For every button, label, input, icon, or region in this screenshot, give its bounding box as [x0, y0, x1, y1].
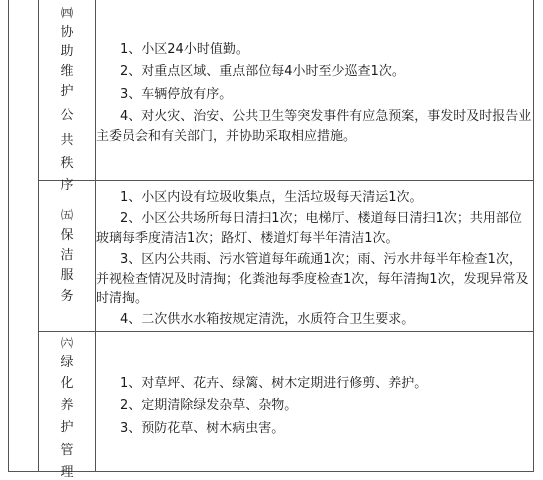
- category-char: 护: [60, 84, 74, 99]
- category-char: 化: [60, 376, 74, 391]
- section-number: ㈤: [60, 208, 73, 222]
- section-content-public-order: [96, 40, 533, 146]
- row-separator: [38, 180, 534, 181]
- left-outer-border: [8, 0, 9, 472]
- list-item: 1、小区内设有垃圾收集点，生活垃圾每天清运1次。: [120, 190, 423, 205]
- category-char: 管: [60, 443, 74, 458]
- category-char: 秩: [60, 156, 74, 171]
- list-item: 3、区内公共雨、污水管道每年疏通1次；雨、污水井每半年检查1次，并视检查情况及时清掏；化粪池每季度检查1次，每年清掏1次，发现异常及时清掏。: [96, 252, 529, 307]
- category-char: 维: [60, 64, 74, 79]
- list-item: 3、预防花草、树木病虫害。: [120, 420, 285, 436]
- row-separator: [38, 331, 534, 332]
- category-label-cleaning: [39, 206, 95, 303]
- category-char: 务: [60, 289, 74, 304]
- section-number: ㈥: [60, 336, 73, 350]
- category-char: 序: [60, 178, 74, 193]
- list-item: 4、二次供水水箱按规定清洗，水质符合卫生要求。: [120, 312, 415, 328]
- category-char: 养: [60, 398, 74, 413]
- list-item: 4、对火灾、治安、公共卫生等突发事件有应急预案，事发时及时报告业主委员会和有关部门，并协助采取相应措施。: [96, 109, 532, 144]
- list-item: 2、定期清除绿发杂草、杂物。: [120, 398, 298, 414]
- section-content-greening: [96, 374, 533, 438]
- category-char: 洁: [60, 248, 74, 263]
- right-border: [533, 0, 534, 472]
- list-item: 3、车辆停放有序。: [120, 86, 233, 102]
- category-char: 助: [60, 44, 74, 59]
- category-char: 服: [60, 268, 74, 283]
- section-number: ㈣: [60, 6, 73, 20]
- category-char: 公: [60, 108, 74, 123]
- list-item: 2、对重点区域、重点部位每4小时至少巡查1次。: [120, 64, 405, 80]
- category-char: 护: [60, 420, 74, 435]
- list-item: 1、小区24小时值勤。: [120, 42, 249, 57]
- category-char: 保: [60, 228, 74, 243]
- category-char: 共: [60, 133, 74, 148]
- section-content-cleaning: [96, 188, 533, 330]
- category-label-greening: [39, 334, 95, 479]
- category-char: 协: [60, 25, 74, 40]
- list-item: 1、对草坪、花卉、绿篱、树木定期进行修剪、养护。: [120, 376, 428, 391]
- list-item: 2、小区公共场所每日清扫1次；电梯厅、楼道每日清扫1次；共用部位玻璃每季度清洁1次；路灯、楼道灯每半年清洁1次。: [96, 211, 522, 246]
- category-char: 理: [60, 465, 74, 480]
- category-label-public-order: [39, 4, 95, 192]
- category-char: 绿: [60, 355, 74, 370]
